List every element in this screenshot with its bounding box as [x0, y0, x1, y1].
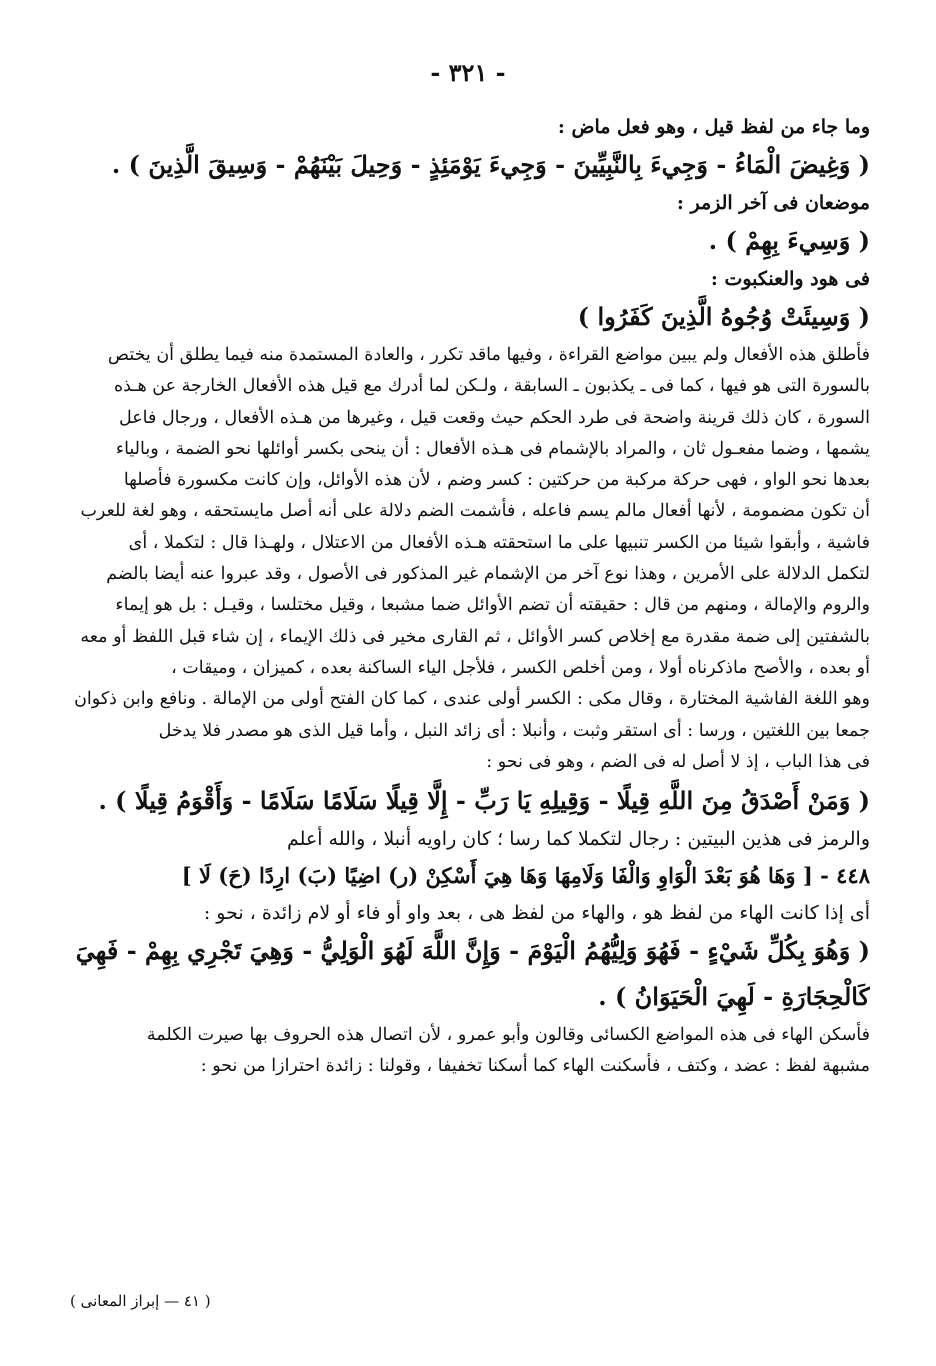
- paragraph-line: فأسكن الهاء فى هذه المواضع الكسائى وقالون وأبو عمرو ، لأن اتصال هذه الحروف بها صيرت الكلمة: [146, 1025, 870, 1046]
- paragraph-line: وهو اللغة الفاشية المختارة ، وقال مكى : الكسر أولى عندى ، كما كان الفتح أولى من الإمالة . ونافع وابن ذكوان: [74, 689, 870, 710]
- section-line: موضعان فى آخر الزمر :: [676, 192, 870, 214]
- explanation-line: أى إذا كانت الهاء من لفظ هو ، والهاء من لفظ هى ، بعد واو أو فاء أو لام زائدة ، نحو :: [203, 902, 870, 925]
- paragraph-line: جمعا بين اللغتين ، ورسا : أى استقر وثبت ، وأنبلا : أى زائد النبل ، وأما قيل الذى هو مصدر فلا يدخل: [158, 720, 870, 741]
- quran-quote: كَالْحِجَارَةِ - لَهِيَ الْحَيَوَانُ ) .: [598, 982, 870, 1012]
- paragraph-line: والروم والإمالة ، ومنهم من قال : حقيقته أن تضم الأوائل ضما مشبعا ، وقيل مختلسا ، وقيـل : بل هو إيماء: [115, 595, 870, 616]
- signature-footer: ( ٤١ — إبراز المعانى ): [70, 1292, 211, 1310]
- paragraph-line: بعدها نحو الواو ، فهى حركة مركبة من حركتين : كسر وضم ، لأن هذه الأوائل، وإن كانت مكسورة فأصلها: [123, 470, 870, 491]
- paragraph: [70, 340, 870, 778]
- quran-quote: ( وَغِيضَ الْمَاءُ - وَجِيءَ بِالنَّبِيِّينَ - وَجِيءَ يَوْمَئِذٍ - وَحِيلَ بَيْنَهُمْ - وَسِيقَ الَّذِينَ ) .: [111, 150, 870, 179]
- paragraph-line: السورة ، كان ذلك قرينة واضحة فى طرد الحكم حيث وقعت قيل ، وغيرها من هـذه الأفعال ، ورجال فاعل: [118, 407, 870, 428]
- paragraph-line: أن تكون مضمومة ، لأنها أفعال مالم يسم فاعله ، فأشمت الضم دلالة على أنه أصل مايستحقه ، وهو لغة للعرب: [80, 501, 870, 522]
- rumuz-line: والرمز فى هذين البيتين : رجال لتكملا كما رسا ؛ كان راويه أنبلا ، والله أعلم: [286, 828, 870, 851]
- paragraph-line: فاشية ، وأبقوا شيئا من الكسر تنبيها على ما استحقته هـذه الأفعال من الاعتلال ، ولهـذا قال : لتكملا ، أى: [128, 532, 870, 553]
- paragraph-line: مشبهة لفظ : عضد ، وكتف ، فأسكنت الهاء كما أسكنا تخفيفا ، وقولنا : زائدة احترازا من نحو :: [200, 1056, 870, 1077]
- paragraph-line: يشمها ، وضما مفعـول ثان ، والمراد بالإشمام فى هـذه الأفعال : أن ينحى بكسر أوائلها نحو الضمة ، وبالياء: [115, 438, 870, 459]
- paragraph-line: لتكمل الدلالة على الأمرين ، وهذا نوع آخر من الإشمام غير المذكور فى الأصول ، وقد عبروا عنه أيضا بالضم: [106, 564, 870, 585]
- intro-line: وما جاء من لفظ قيل ، وهو فعل ماض :: [557, 116, 870, 138]
- paragraph-line: بالشفتين إلى ضمة مقدرة مع إخلاص كسر الأوائل ، ثم القارى مخير فى ذلك الإيماء ، إن شاء قبل اللفظ أو معه: [80, 626, 870, 647]
- page-number: - ٣٢١ -: [430, 58, 506, 87]
- paragraph: [70, 1020, 870, 1083]
- poem-verse: ٤٤٨ - [ وَهَا هُوَ بَعْدَ الْوَاوِ وَالْفَا وَلَامِهَا وَهَا هِيَ أَسْكِنْ (ر) اضِيًا (بَ) ارِدًا (حَ) لَا ]: [181, 863, 870, 889]
- paragraph-line: فى هذا الباب ، إذ لا أصل له فى الضم ، وهو فى نحو :: [486, 751, 870, 772]
- page-body: [70, 112, 870, 1083]
- section-line: فى هود والعنكبوت :: [710, 268, 870, 290]
- quran-quote: ( وَمَنْ أَصْدَقُ مِنَ اللَّهِ قِيلًا - وَقِيلِهِ يَا رَبِّ - إِلَّا قِيلًا سَلَامًا سَلَامًا - وَأَقْوَمُ قِيلًا ) .: [98, 786, 870, 816]
- quran-quote: ( وَسِيءَ بِهِمْ ) .: [708, 226, 870, 255]
- paragraph-line: فأطلق هذه الأفعال ولم يبين مواضع القراءة ، وفيها ماقد تكرر ، والعادة المستمدة منه فيما يطلق أن يختص: [107, 345, 870, 365]
- quran-quote: ( وَسِيئَتْ وُجُوهُ الَّذِينَ كَفَرُوا ): [577, 302, 870, 331]
- paragraph-line: بالسورة التى هو فيها ، كما فى ـ يكذبون ـ السابقة ، ولـكن لما أدرك مع قيل هذه الأفعال الخارجة عن هـذه: [113, 376, 870, 397]
- paragraph-line: أو بعده ، والأصح ماذكرناه أولا ، ومن أخلص الكسر ، فلأجل الياء الساكنة بعده ، كميزان ، وميقات ،: [171, 657, 870, 678]
- quran-quote: ( وَهُوَ بِكُلِّ شَيْءٍ - فَهُوَ وَلِيُّهُمُ الْيَوْمَ - وَإِنَّ اللَّهَ لَهُوَ الْوَلِيُّ - وَهِيَ تَجْرِي بِهِمْ - فَهِيَ: [75, 936, 870, 966]
